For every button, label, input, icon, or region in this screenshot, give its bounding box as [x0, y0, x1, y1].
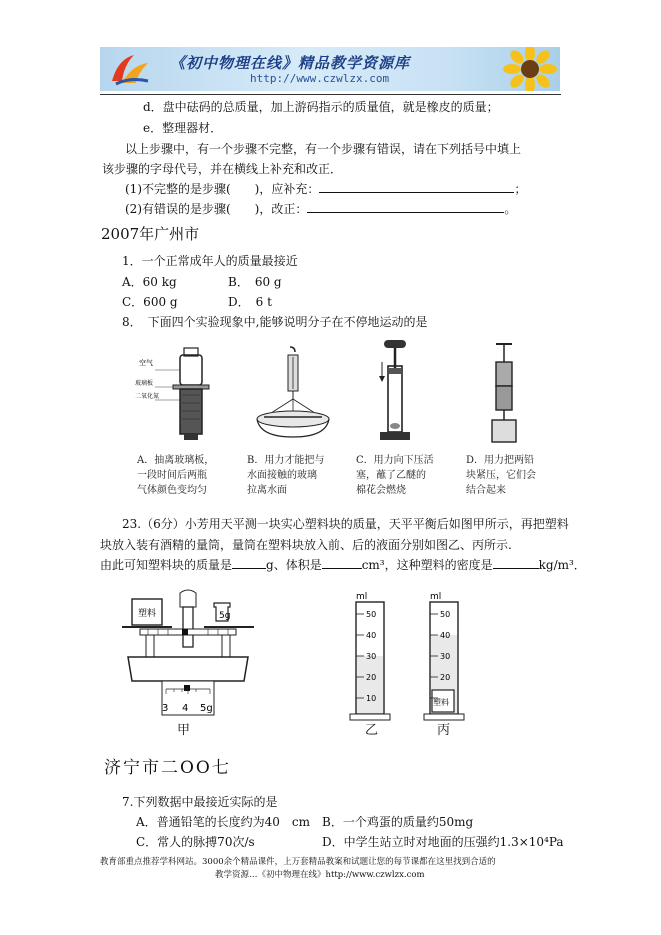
q23-line-3 [100, 557, 586, 573]
q23-density-unit: kg/m³． [538, 558, 586, 572]
step-e-text: e．整理器材． [143, 121, 223, 135]
q23-density-label: cm³，这种塑料的密度是 [361, 558, 493, 572]
cylinder-b-unit: ml [356, 592, 368, 602]
q8-figure-c [370, 338, 430, 450]
blank-line-1 [125, 181, 526, 197]
q23-balance-figure [118, 585, 258, 725]
q1-option-a: A．60 kg [122, 275, 177, 289]
balance-right-label: 5g [219, 611, 231, 621]
fig-label-jia: 甲 [177, 723, 191, 738]
answer-blank-1[interactable] [319, 181, 514, 193]
blank-2-end: 。 [504, 202, 517, 216]
q8-caption-a: A．抽离玻璃板，一段时间后两瓶气体颜色变均匀 [137, 455, 215, 496]
scale-label-3: 3 [162, 703, 169, 714]
cyl-c-tick-40: 40 [440, 631, 451, 640]
fig-label-yi: 乙 [365, 723, 379, 738]
q1-option-d: D． 6 t [228, 295, 272, 309]
cyl-c-tick-20: 20 [440, 673, 451, 682]
fig-label-bing: 丙 [437, 723, 451, 738]
q23-volume-blank[interactable] [322, 557, 362, 569]
section-heading-guangzhou: 2007年广州市 [101, 225, 200, 243]
cylinder-c-unit: ml [430, 592, 442, 602]
answer-blank-2[interactable] [307, 201, 504, 213]
blank-line-2 [125, 201, 516, 217]
fig-a-label-air: 空气 [139, 359, 153, 367]
blank-1-label: (1)不完整的是步骤( )，应补充： [125, 182, 320, 196]
q7-option-a: A．普通铅笔的长度约为40 cm [136, 815, 311, 829]
fig-a-label-no2: 二氧化氮 [135, 393, 160, 400]
q1-stem: 1．一个正常成年人的质量最接近 [122, 254, 298, 268]
q23-volume-label: g、体积是 [266, 558, 322, 572]
q7-option-c: C．常人的脉搏70次/s [136, 835, 255, 849]
sunflower-icon [500, 47, 560, 91]
cyl-b-tick-40: 40 [366, 631, 377, 640]
site-url[interactable]: http://www.czwlzx.com [250, 72, 390, 85]
q8-caption-c: C．用力向下压活塞，蘸了乙醚的棉花会燃烧 [356, 455, 434, 496]
q23-density-blank[interactable] [493, 557, 539, 569]
instruction-line-2: 该步骤的字母代号，并在横线上补充和改正． [102, 162, 343, 176]
q8-stem: 8． 下面四个实验现象中,能够说明分子在不停地运动的是 [122, 315, 428, 329]
q1-option-b: B． 60 g [228, 275, 282, 289]
q1-option-c: C．600 g [122, 295, 178, 309]
cyl-b-tick-30: 30 [366, 652, 377, 661]
q23-cylinder-b [340, 590, 400, 722]
q8-figure-b [250, 345, 340, 450]
cyl-b-tick-20: 20 [366, 673, 377, 682]
instruction-line-1: 以上步骤中，有一个步骤不完整，有一个步骤有错误，请在下列括号中填上 [125, 142, 522, 156]
cyl-c-tick-30: 30 [440, 652, 451, 661]
step-d-text: d．盘中砝码的总质量，加上游码指示的质量值，就是橡皮的质量； [143, 100, 499, 114]
q8-caption-b: B．用力才能把与水面接触的玻璃拉离水面 [247, 455, 325, 496]
section-heading-jining: 济宁市二OO七 [104, 758, 231, 778]
q8-figure-a [135, 345, 235, 450]
blank-2-label: (2)有错误的是步骤( )，改正： [125, 202, 308, 216]
cyl-c-tick-50: 50 [440, 610, 451, 619]
q23-line-1: 23.（6分）小芳用天平测一块实心塑料块的质量，天平平衡后如图甲所示，再把塑料 [122, 517, 569, 531]
block-label: 塑料 [433, 698, 449, 707]
blank-1-end: ； [514, 182, 527, 196]
balance-left-label: 塑料 [138, 609, 157, 619]
q23-cylinder-c [414, 590, 474, 722]
header-rule [100, 94, 561, 95]
q23-mass-label: 由此可知塑料块的质量是 [100, 558, 233, 572]
q7-option-d: D．中学生站立时对地面的压强约1.3×10⁴Pa [322, 835, 564, 849]
site-logo-icon [108, 51, 152, 87]
cyl-b-tick-10: 10 [366, 694, 377, 703]
fig-a-label-glass: 玻璃板 [135, 380, 154, 387]
footer-line-1: 教育部重点推荐学科网站。3000余个精品课件，上万套精品教案和试题让您的每节课都在这里找到合适的 [100, 857, 496, 867]
scale-label-5g: 5g [200, 703, 213, 714]
cyl-b-tick-50: 50 [366, 610, 377, 619]
q7-option-b: B．一个鸡蛋的质量约50mg [322, 815, 474, 829]
footer-line-2[interactable]: 教学资源…《初中物理在线》http://www.czwlzx.com [215, 870, 425, 880]
q23-line-2: 块放入装有酒精的量筒，量筒在塑料块放入前、后的液面分别如图乙、丙所示. [100, 538, 512, 552]
q23-mass-blank[interactable] [232, 557, 266, 569]
scale-label-4: 4 [182, 703, 189, 714]
q8-figure-d [480, 340, 530, 450]
header-banner [100, 47, 560, 91]
q7-stem: 7.下列数据中最接近实际的是 [122, 795, 278, 809]
site-title: 《初中物理在线》精品教学资源库 [170, 54, 411, 72]
q8-caption-d: D．用力把两铅块紧压，它们会结合起来 [466, 455, 536, 496]
